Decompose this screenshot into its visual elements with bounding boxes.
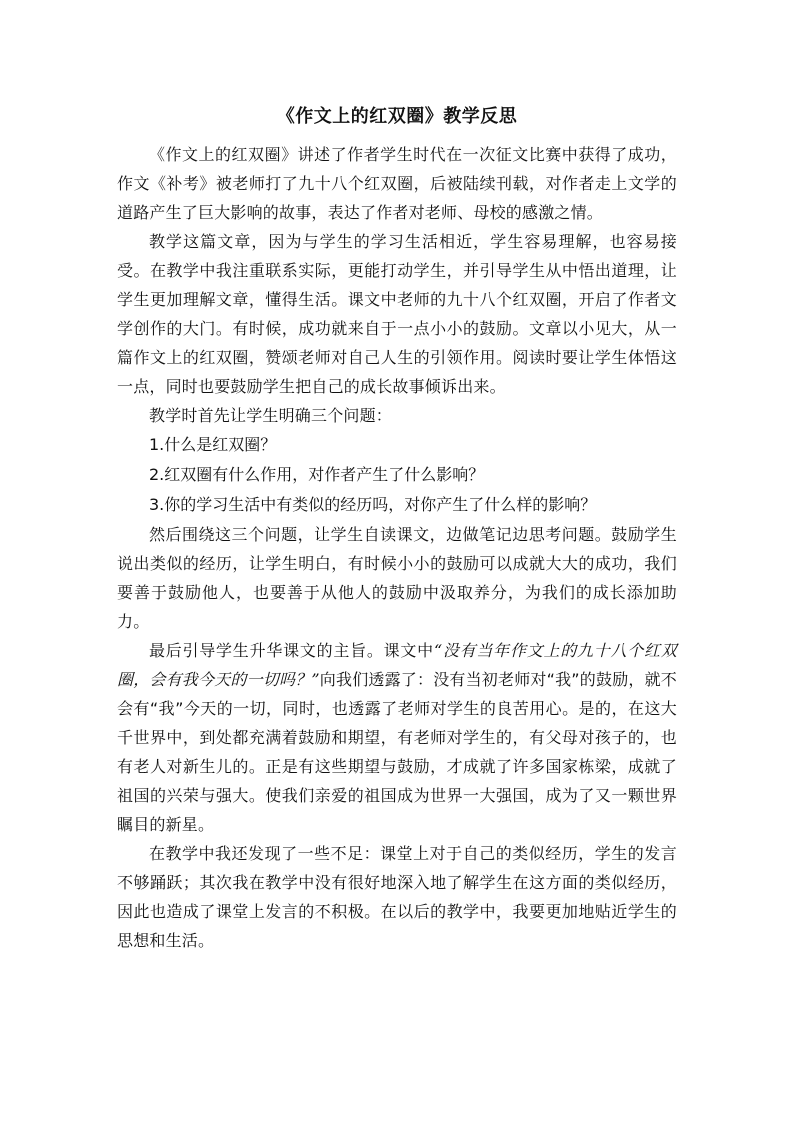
paragraph-5 — [117, 636, 677, 839]
paragraph-6: 在教学中我还发现了一些不足：课堂上对于自己的类似经历，学生的发言不够踊跃；其次我在教学中没有很好地深入地了解学生在这方面的类似经历，因此也造成了课堂上发言的不积极。在以后的教学中，我要更加地贴近学生的思想和生活。 — [117, 844, 677, 950]
paragraph-5-quote: “没有当年作文上的九十八个红双圈，会有我今天的一切吗？” — [117, 641, 677, 689]
document-title: 《作文上的红双圈》教学反思 — [276, 106, 518, 127]
document-body — [117, 140, 677, 955]
question-3: 3.你的学习生活中有类似的经历吗，对你产生了什么样的影响？ — [149, 495, 597, 514]
question-2: 2.红双圈有什么作用，对作者产生了什么影响？ — [149, 465, 485, 484]
paragraph-4: 然后围绕这三个问题，让学生自读课文，边做笔记边思考问题。鼓励学生说出类似的经历，让学生明白，有时候小小的鼓励可以成就大大的成功，我们要善于鼓励他人，也要善于从他人的鼓励中汲取养分，为我们的成长添加助力。 — [117, 525, 677, 631]
paragraph-5-rest: 向我们透露了：没有当初老师对“我”的鼓励，就不会有“我”今天的一切，同时，也透露了老师对学生的良苦用心。是的，在这大千世界中，到处都充满着鼓励和期望，有老师对学生的，有父母对孩子的，也有老人对新生儿的。正是有这些期望与鼓励，才成就了许多国家栋梁，成就了祖国的兴荣与强大。使我们亲爱的祖国成为世界一大强国，成为了又一颗世界瞩目的新星。 — [117, 670, 677, 834]
paragraph-5-intro: 最后引导学生升华课文的主旨。课文中 — [149, 641, 434, 660]
paragraph-1: 《作文上的红双圈》讲述了作者学生时代在一次征文比赛中获得了成功，作文《补考》被老师打了九十八个红双圈，后被陆续刊载，对作者走上文学的道路产生了巨大影响的故事，表达了作者对老师、母校的感激之情。 — [117, 145, 677, 222]
paragraph-2: 教学这篇文章，因为与学生的学习生活相近，学生容易理解，也容易接受。在教学中我注重联系实际，更能打动学生，并引导学生从中悟出道理，让学生更加理解文章，懂得生活。课文中老师的九十八个红双圈，开启了作者文学创作的大门。有时候，成功就来自于一点小小的鼓励。文章以小见大，从一篇作文上的红双圈，赞颂老师对自己人生的引领作用。阅读时要让学生体悟这一点，同时也要鼓励学生把自己的成长故事倾诉出来。 — [117, 232, 677, 396]
paragraph-3: 教学时首先让学生明确三个问题： — [149, 406, 393, 425]
question-1: 1.什么是红双圈？ — [149, 435, 277, 454]
